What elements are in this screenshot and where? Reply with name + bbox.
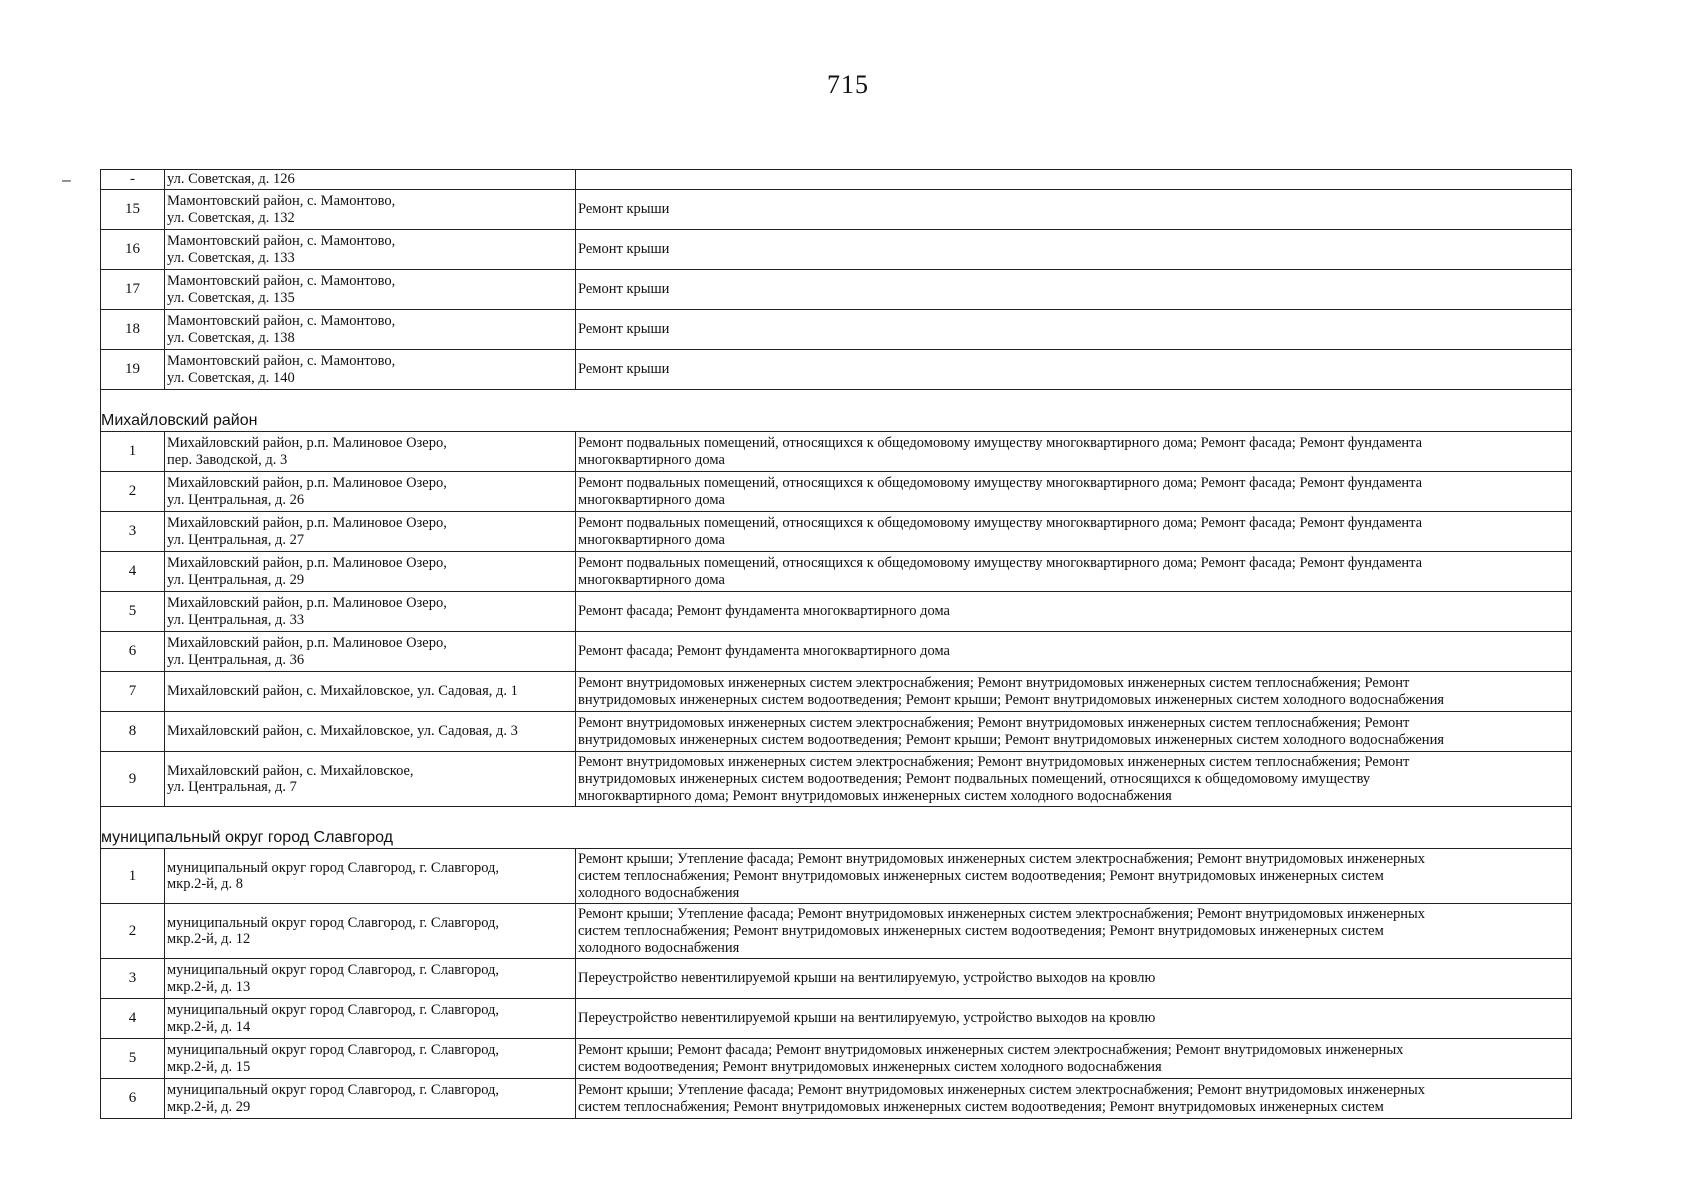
- table-row: [101, 552, 1572, 592]
- row-number: 17: [101, 270, 165, 310]
- table-row: [101, 270, 1572, 310]
- table-row: [101, 1079, 1572, 1119]
- table-row: [101, 632, 1572, 672]
- address-line: ул. Центральная, д. 26: [167, 491, 305, 508]
- address-line: мкр.2-й, д. 8: [167, 876, 244, 893]
- address-line: ул. Центральная, д. 36: [167, 651, 305, 668]
- address-cell: [165, 1039, 576, 1079]
- work-type-line: многоквартирного дома: [578, 451, 725, 468]
- address-line: муниципальный округ город Славгород, г. Славгород,: [167, 914, 500, 931]
- work-type-line: Ремонт крыши: [578, 281, 670, 298]
- address-line: Михайловский район, р.п. Малиновое Озеро,: [167, 555, 447, 572]
- address-cell: [165, 712, 576, 752]
- address-line: муниципальный округ город Славгород, г. Славгород,: [167, 962, 500, 979]
- address-cell: [165, 959, 576, 999]
- page-number: 715: [827, 70, 869, 99]
- row-number: 2: [101, 904, 165, 959]
- work-type-cell: [576, 1079, 1572, 1119]
- work-type-cell: [576, 310, 1572, 350]
- address-cell: [165, 432, 576, 472]
- address-line: муниципальный округ город Славгород, г. Славгород,: [167, 859, 500, 876]
- address-line: мкр.2-й, д. 12: [167, 931, 251, 948]
- work-type-cell: [576, 959, 1572, 999]
- row-number: 6: [101, 1079, 165, 1119]
- address-line: ул. Советская, д. 138: [167, 329, 295, 346]
- address-line: Михайловский район, р.п. Малиновое Озеро,: [167, 515, 447, 532]
- row-number: 1: [101, 849, 165, 904]
- address-line: Мамонтовский район, с. Мамонтово,: [167, 273, 396, 290]
- work-type-line: Переустройство невентилируемой крыши на вентилируемую, устройство выходов на кровлю: [578, 970, 1156, 987]
- address-line: Михайловский район, р.п. Малиновое Озеро,: [167, 435, 447, 452]
- work-type-line: Ремонт крыши: [578, 201, 670, 218]
- table-row: [101, 170, 1572, 190]
- address-line: Михайловский район, р.п. Малиновое Озеро,: [167, 635, 447, 652]
- work-type-cell: [576, 512, 1572, 552]
- address-line: ул. Центральная, д. 7: [167, 779, 297, 796]
- work-type-cell: [576, 904, 1572, 959]
- work-type-line: Ремонт фасада; Ремонт фундамента многоквартирного дома: [578, 643, 950, 660]
- work-type-line: Ремонт подвальных помещений, относящихся к общедомовому имуществу многоквартирного дома; Ремонт фасада; Ремонт фундамента: [578, 435, 1423, 452]
- row-number: 7: [101, 672, 165, 712]
- table-row: [101, 190, 1572, 230]
- work-type-cell: [576, 230, 1572, 270]
- work-type-line: Ремонт крыши: [578, 321, 670, 338]
- work-type-cell: [576, 672, 1572, 712]
- work-type-line: Ремонт внутридомовых инженерных систем электроснабжения; Ремонт внутридомовых инженерных систем теплоснабжения; Ремонт: [578, 675, 1410, 692]
- address-line: ул. Советская, д. 135: [167, 289, 295, 306]
- work-type-line: внутридомовых инженерных систем водоотведения; Ремонт крыши; Ремонт внутридомовых инженерных систем холодного водоснабжения: [578, 691, 1444, 708]
- address-cell: [165, 632, 576, 672]
- row-number: 8: [101, 712, 165, 752]
- row-number: 19: [101, 350, 165, 390]
- table-row: [101, 712, 1572, 752]
- work-type-cell: [576, 270, 1572, 310]
- work-type-cell: [576, 592, 1572, 632]
- margin-dash: –: [62, 172, 71, 189]
- work-type-line: многоквартирного дома: [578, 571, 725, 588]
- table-row: [101, 350, 1572, 390]
- row-number: 15: [101, 190, 165, 230]
- work-type-cell: [576, 1039, 1572, 1079]
- address-line: мкр.2-й, д. 14: [167, 1018, 251, 1035]
- work-type-line: Ремонт крыши; Утепление фасада; Ремонт внутридомовых инженерных систем электроснабжения; Ремонт внутридомовых инженерных: [578, 1082, 1426, 1099]
- address-line: Мамонтовский район, с. Мамонтово,: [167, 313, 396, 330]
- work-type-line: внутридомовых инженерных систем водоотведения; Ремонт подвальных помещений, относящихся к общедомовому имуществу: [578, 770, 1371, 787]
- address-line: мкр.2-й, д. 15: [167, 1058, 251, 1075]
- work-type-line: Ремонт крыши; Ремонт фасада; Ремонт внутридомовых инженерных систем электроснабжения; Ремонт внутридомовых инженерных: [578, 1042, 1404, 1059]
- work-type-line: систем теплоснабжения; Ремонт внутридомовых инженерных систем водоотведения; Ремонт внутридомовых инженерных систем: [578, 867, 1384, 884]
- section-heading: Михайловский район: [101, 390, 1572, 432]
- address-cell: [165, 230, 576, 270]
- row-number: 4: [101, 999, 165, 1039]
- address-line: муниципальный округ город Славгород, г. Славгород,: [167, 1082, 500, 1099]
- work-type-line: многоквартирного дома: [578, 531, 725, 548]
- address-line: Михайловский район, с. Михайловское, ул. Садовая, д. 3: [167, 723, 518, 740]
- table-row: [101, 230, 1572, 270]
- row-number: 9: [101, 752, 165, 807]
- work-type-line: холодного водоснабжения: [578, 939, 740, 956]
- address-cell: [165, 904, 576, 959]
- table-row: [101, 512, 1572, 552]
- row-number: 5: [101, 1039, 165, 1079]
- address-cell: [165, 190, 576, 230]
- address-line: ул. Советская, д. 140: [167, 369, 295, 386]
- repair-table-body: [101, 170, 1572, 1119]
- address-line: ул. Советская, д. 133: [167, 249, 295, 266]
- address-cell: [165, 752, 576, 807]
- work-type-line: внутридомовых инженерных систем водоотведения; Ремонт крыши; Ремонт внутридомовых инженерных систем холодного водоснабжения: [578, 731, 1444, 748]
- table-row: [101, 672, 1572, 712]
- work-type-line: Ремонт подвальных помещений, относящихся к общедомовому имуществу многоквартирного дома; Ремонт фасада; Ремонт фундамента: [578, 515, 1423, 532]
- work-type-cell: [576, 632, 1572, 672]
- table-row: [101, 999, 1572, 1039]
- work-type-line: Ремонт крыши: [578, 361, 670, 378]
- section-heading-row: [101, 807, 1572, 849]
- address-line: Мамонтовский район, с. Мамонтово,: [167, 193, 396, 210]
- work-type-line: Ремонт подвальных помещений, относящихся к общедомовому имуществу многоквартирного дома; Ремонт фасада; Ремонт фундамента: [578, 555, 1423, 572]
- address-cell: [165, 849, 576, 904]
- address-line: пер. Заводской, д. 3: [167, 451, 288, 468]
- address-line: ул. Центральная, д. 33: [167, 611, 305, 628]
- address-line: Михайловский район, с. Михайловское,: [167, 762, 414, 779]
- work-type-line: систем водоотведения; Ремонт внутридомовых инженерных систем холодного водоснабжения: [578, 1058, 1162, 1075]
- address-cell: [165, 999, 576, 1039]
- work-type-cell: [576, 170, 1572, 190]
- work-type-line: Ремонт крыши: [578, 241, 670, 258]
- table-row: [101, 904, 1572, 959]
- table-row: [101, 1039, 1572, 1079]
- row-number: 3: [101, 512, 165, 552]
- row-number: 18: [101, 310, 165, 350]
- address-line: ул. Центральная, д. 27: [167, 531, 305, 548]
- work-type-cell: [576, 712, 1572, 752]
- address-cell: [165, 552, 576, 592]
- address-line: Михайловский район, с. Михайловское, ул. Садовая, д. 1: [167, 683, 518, 700]
- section-heading-row: [101, 390, 1572, 432]
- work-type-line: систем теплоснабжения; Ремонт внутридомовых инженерных систем водоотведения; Ремонт внутридомовых инженерных систем: [578, 922, 1384, 939]
- work-type-cell: [576, 999, 1572, 1039]
- row-number: -: [101, 170, 165, 190]
- address-cell: [165, 1079, 576, 1119]
- work-type-cell: [576, 552, 1572, 592]
- address-line: ул. Советская, д. 126: [167, 171, 295, 188]
- table-row: [101, 310, 1572, 350]
- address-line: Мамонтовский район, с. Мамонтово,: [167, 233, 396, 250]
- row-number: 2: [101, 472, 165, 512]
- work-type-cell: [576, 752, 1572, 807]
- address-line: Михайловский район, р.п. Малиновое Озеро,: [167, 475, 447, 492]
- row-number: 4: [101, 552, 165, 592]
- table-row: [101, 472, 1572, 512]
- address-cell: [165, 592, 576, 632]
- address-line: ул. Центральная, д. 29: [167, 571, 305, 588]
- address-line: муниципальный округ город Славгород, г. Славгород,: [167, 1002, 500, 1019]
- work-type-cell: [576, 849, 1572, 904]
- address-cell: [165, 310, 576, 350]
- work-type-cell: [576, 190, 1572, 230]
- address-line: муниципальный округ город Славгород, г. Славгород,: [167, 1042, 500, 1059]
- address-cell: [165, 350, 576, 390]
- row-number: 1: [101, 432, 165, 472]
- address-line: Мамонтовский район, с. Мамонтово,: [167, 353, 396, 370]
- work-type-cell: [576, 472, 1572, 512]
- row-number: 3: [101, 959, 165, 999]
- table-row: [101, 849, 1572, 904]
- table-row: [101, 959, 1572, 999]
- address-cell: [165, 672, 576, 712]
- work-type-line: Переустройство невентилируемой крыши на вентилируемую, устройство выходов на кровлю: [578, 1010, 1156, 1027]
- work-type-line: многоквартирного дома; Ремонт внутридомовых инженерных систем холодного водоснабжения: [578, 787, 1172, 804]
- section-heading: муниципальный округ город Славгород: [101, 807, 1572, 849]
- address-cell: [165, 270, 576, 310]
- address-line: Михайловский район, р.п. Малиновое Озеро,: [167, 595, 447, 612]
- row-number: 5: [101, 592, 165, 632]
- table-row: [101, 592, 1572, 632]
- table-row: [101, 752, 1572, 807]
- row-number: 6: [101, 632, 165, 672]
- work-type-line: Ремонт подвальных помещений, относящихся к общедомовому имуществу многоквартирного дома; Ремонт фасада; Ремонт фундамента: [578, 475, 1423, 492]
- address-line: мкр.2-й, д. 29: [167, 1098, 251, 1115]
- work-type-line: Ремонт фасада; Ремонт фундамента многоквартирного дома: [578, 603, 950, 620]
- work-type-line: Ремонт крыши; Утепление фасада; Ремонт внутридомовых инженерных систем электроснабжения; Ремонт внутридомовых инженерных: [578, 851, 1426, 868]
- table-row: [101, 432, 1572, 472]
- repair-table: [100, 169, 1572, 1119]
- work-type-line: Ремонт внутридомовых инженерных систем электроснабжения; Ремонт внутридомовых инженерных систем теплоснабжения; Ремонт: [578, 754, 1410, 771]
- address-line: мкр.2-й, д. 13: [167, 978, 251, 995]
- address-line: ул. Советская, д. 132: [167, 209, 295, 226]
- work-type-cell: [576, 432, 1572, 472]
- work-type-line: многоквартирного дома: [578, 491, 725, 508]
- row-number: 16: [101, 230, 165, 270]
- work-type-line: Ремонт внутридомовых инженерных систем электроснабжения; Ремонт внутридомовых инженерных систем теплоснабжения; Ремонт: [578, 715, 1410, 732]
- address-cell: [165, 472, 576, 512]
- address-cell: [165, 512, 576, 552]
- work-type-cell: [576, 350, 1572, 390]
- address-cell: [165, 170, 576, 190]
- work-type-line: Ремонт крыши; Утепление фасада; Ремонт внутридомовых инженерных систем электроснабжения; Ремонт внутридомовых инженерных: [578, 906, 1426, 923]
- work-type-line: систем теплоснабжения; Ремонт внутридомовых инженерных систем водоотведения; Ремонт внутридомовых инженерных систем: [578, 1098, 1384, 1115]
- work-type-line: холодного водоснабжения: [578, 884, 740, 901]
